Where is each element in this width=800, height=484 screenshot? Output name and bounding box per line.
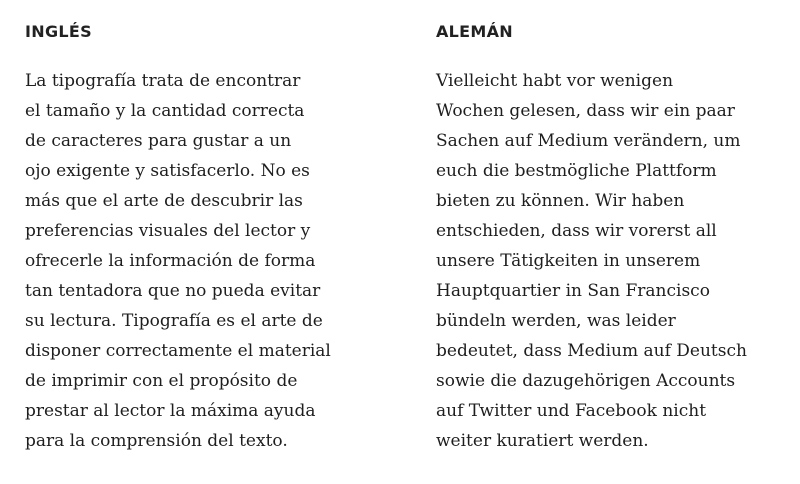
column-body — [25, 66, 395, 456]
text-line: prestar al lector la máxima ayuda — [25, 401, 316, 421]
text-line: Hauptquartier in San Francisco — [436, 281, 710, 301]
text-line: La tipografía trata de encontrar — [25, 71, 301, 91]
text-line: bieten zu können. Wir haben — [436, 191, 685, 211]
text-line: Vielleicht habt vor wenigen — [436, 71, 674, 91]
column-body — [436, 66, 796, 456]
text-line: Sachen auf Medium verändern, um — [436, 131, 741, 151]
text-line: para la comprensión del texto. — [25, 431, 288, 451]
text-line: preferencias visuales del lector y — [25, 221, 311, 241]
text-line: tan tentadora que no pueda evitar — [25, 281, 321, 301]
text-line: bündeln werden, was leider — [436, 311, 676, 331]
column-aleman — [436, 22, 796, 456]
text-line: de caracteres para gustar a un — [25, 131, 292, 151]
text-line: euch die bestmögliche Plattform — [436, 161, 717, 181]
text-line: disponer correctamente el material — [25, 341, 331, 361]
text-line: de imprimir con el propósito de — [25, 371, 298, 391]
column-heading: ALEMÁN — [436, 22, 514, 41]
text-line: Wochen gelesen, dass wir ein paar — [436, 101, 735, 121]
text-line: bedeutet, dass Medium auf Deutsch — [436, 341, 747, 361]
text-line: weiter kuratiert werden. — [436, 431, 649, 451]
text-line: entschieden, dass wir vorerst all — [436, 221, 717, 241]
text-line: sowie die dazugehörigen Accounts — [436, 371, 736, 391]
text-line: unsere Tätigkeiten in unserem — [436, 251, 701, 271]
text-line: ojo exigente y satisfacerlo. No es — [25, 161, 310, 181]
column-ingles — [25, 22, 395, 456]
text-line: ofrecerle la información de forma — [25, 251, 316, 271]
column-heading: INGLÉS — [25, 22, 92, 41]
text-line: el tamaño y la cantidad correcta — [25, 101, 305, 121]
text-line: su lectura. Tipografía es el arte de — [25, 311, 323, 331]
text-line: auf Twitter und Facebook nicht — [436, 401, 707, 421]
text-line: más que el arte de descubrir las — [25, 191, 303, 211]
